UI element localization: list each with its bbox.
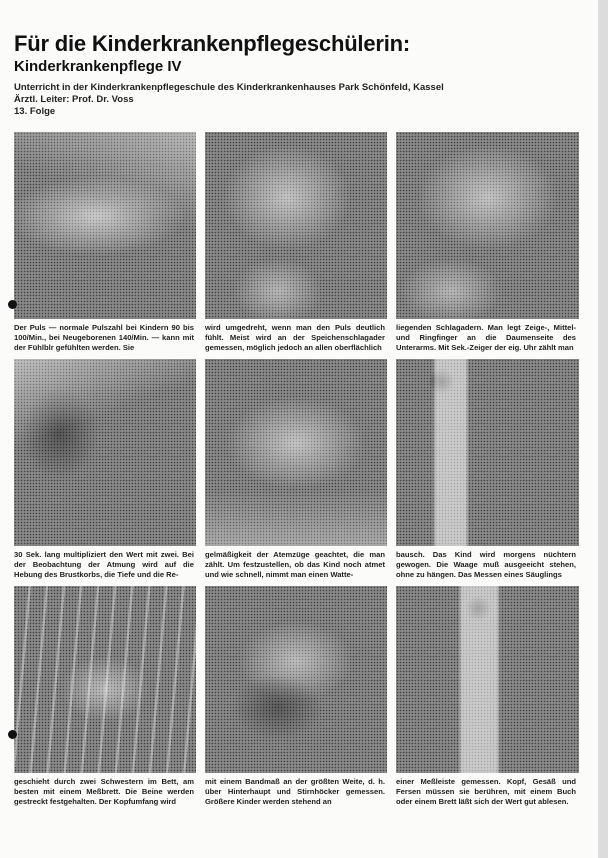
caption-row2-col3: bausch. Das Kind wird morgens nüchtern gewogen. Die Waage muß ausgeeicht stehen, ohne zu hängen. Das Messen eines Säuglings	[396, 550, 576, 579]
article-header	[14, 32, 589, 118]
photo-measuring-frame	[14, 586, 196, 773]
binding-hole-top	[8, 300, 17, 309]
school-line: Unterricht in der Kinderkrankenpflegeschule des Kinderkrankenhauses Park Schönfeld, Kassel	[14, 82, 444, 93]
caption-row3-col3: einer Meßleiste gemessen. Kopf, Gesäß und Fersen müssen sie berühren, mit einem Buch oder einem Brett läßt sich der Wert gut ablesen.	[396, 777, 576, 806]
photo-infant-head	[205, 132, 387, 319]
photo-nurse-measuring	[396, 586, 579, 773]
caption-row3-col2: mit einem Bandmaß an der größten Weite, d. h. über Hinterhaupt und Stirnhöcker gemessen. Größere Kinder werden stehend an	[205, 777, 385, 806]
page-edge-shadow	[598, 0, 608, 858]
caption-row1-col2: wird umgedreht, wenn man den Puls deutlich fühlt. Meist wird an der Speichenschlagader gemessen, möglich jedoch an allen oberflächlich	[205, 323, 385, 352]
caption-row3-col1: geschieht durch zwei Schwestern im Bett, am besten mit einem Meßbrett. Die Beine werden gestreckt festgehalten. Der Kopfumfang wird	[14, 777, 194, 806]
caption-row2-col1: 30 Sek. lang multipliziert den Wert mit zwei. Bei der Beobachtung der Atmung wird auf die Hebung des Brustkorbs, die Tiefe und die Re-	[14, 550, 194, 579]
article-title: Für die Kinderkrankenpflegeschülerin:	[14, 31, 411, 56]
photo-pulse-wrist	[14, 132, 196, 319]
photo-scale-basket	[205, 586, 387, 773]
caption-row1-col1: Der Puls — normale Pulszahl bei Kindern 90 bis 100/Min., bei Neugeborenen 140/Min. — kann mit der Fühlblr gefühlten werden. Sie	[14, 323, 194, 352]
director-line: Ärztl. Leiter: Prof. Dr. Voss	[14, 94, 134, 105]
photo-hand-chest	[14, 359, 196, 546]
photo-infant-mat	[205, 359, 387, 546]
photo-infant-neck	[396, 132, 579, 319]
article-subtitle: Kinderkrankenpflege IV	[14, 58, 182, 75]
caption-row2-col2: gelmäßigkeit der Atemzüge geachtet, die man zählt. Um festzustellen, ob das Kind noch atmet und wie schnell, nimmt man einen Watte-	[205, 550, 385, 579]
episode-line: 13. Folge	[14, 106, 56, 117]
photo-nurse-weighing	[396, 359, 579, 546]
binding-hole-bottom	[8, 730, 17, 739]
caption-row1-col3: liegenden Schlagadern. Man legt Zeige-, Mittel- und Ringfinger an die Daumenseite des Unterarms. Mit Sek.-Zeiger der eig. Uhr zählt man	[396, 323, 576, 352]
